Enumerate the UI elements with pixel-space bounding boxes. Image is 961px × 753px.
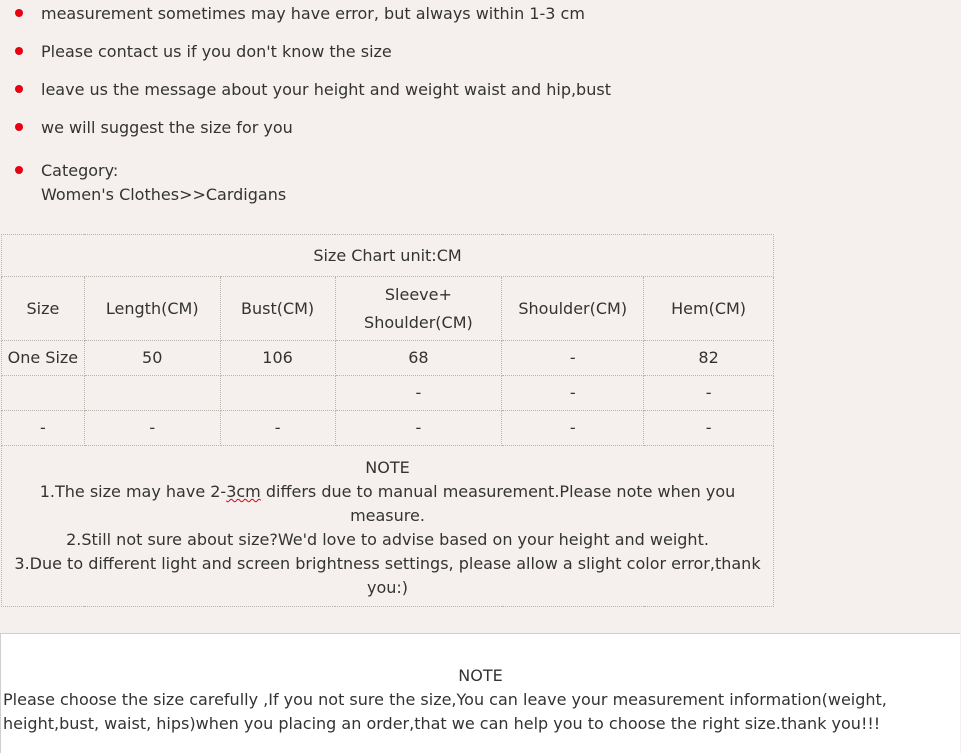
red-bullet-icon bbox=[15, 9, 23, 17]
table-cell: - bbox=[335, 376, 502, 411]
bullet-item bbox=[41, 78, 611, 102]
header-cell: Shoulder(CM) bbox=[502, 277, 644, 341]
table-cell bbox=[220, 376, 335, 411]
bullet-text: we will suggest the size for you bbox=[41, 118, 293, 137]
bottom-note-box bbox=[0, 633, 960, 753]
table-cell: - bbox=[502, 376, 644, 411]
table-cell: - bbox=[84, 411, 220, 446]
category-label: Category: bbox=[41, 161, 119, 180]
bottom-note-text: Please choose the size carefully ,If you not sure the size,You can leave your measurement information(weight, height,bust, waist, hips)when you placing an order,that we can help you to choose the right size.thank you!!! bbox=[3, 690, 887, 733]
red-bullet-icon bbox=[15, 166, 23, 174]
note-line-1 bbox=[6, 480, 769, 528]
bullet-item bbox=[41, 2, 585, 26]
header-cell: Hem(CM) bbox=[644, 277, 774, 341]
table-row bbox=[2, 341, 774, 376]
header-line: Sleeve+ bbox=[384, 284, 452, 304]
bullet-text: measurement sometimes may have error, but always within 1-3 cm bbox=[41, 4, 585, 23]
red-bullet-icon bbox=[15, 123, 23, 131]
header-line: Shoulder(CM) bbox=[364, 312, 473, 332]
size-chart-table bbox=[1, 234, 774, 607]
table-cell: 106 bbox=[220, 341, 335, 376]
category-bullet bbox=[41, 159, 286, 207]
header-cell: Length(CM) bbox=[84, 277, 220, 341]
table-cell: - bbox=[2, 411, 85, 446]
table-title-row bbox=[2, 235, 774, 277]
table-cell: - bbox=[220, 411, 335, 446]
table-row bbox=[2, 411, 774, 446]
note-line-3: 3.Due to different light and screen brightness settings, please allow a slight color error,thank you:) bbox=[14, 554, 761, 597]
table-cell: 82 bbox=[644, 341, 774, 376]
note-line-2: 2.Still not sure about size?We'd love to advise based on your height and weight. bbox=[66, 530, 709, 549]
table-row bbox=[2, 376, 774, 411]
spellcheck-word: 3cm bbox=[226, 482, 261, 501]
note-title: NOTE bbox=[365, 458, 410, 477]
note-line-1-end: differs due to manual measurement.Please note when you measure. bbox=[260, 482, 736, 525]
red-bullet-icon bbox=[15, 85, 23, 93]
bullet-item bbox=[41, 116, 293, 140]
table-cell: - bbox=[502, 411, 644, 446]
header-cell: Bust(CM) bbox=[220, 277, 335, 341]
table-cell: 68 bbox=[335, 341, 502, 376]
header-cell-sleeve-shoulder bbox=[335, 277, 502, 341]
size-chart-title: Size Chart unit:CM bbox=[2, 235, 774, 277]
table-cell: - bbox=[644, 376, 774, 411]
table-cell: One Size bbox=[2, 341, 85, 376]
table-cell: - bbox=[502, 341, 644, 376]
bullet-text: leave us the message about your height and weight waist and hip,bust bbox=[41, 80, 611, 99]
note-line-1-start: 1.The size may have 2- bbox=[39, 482, 227, 501]
table-cell: - bbox=[335, 411, 502, 446]
bullet-item bbox=[41, 40, 392, 64]
red-bullet-icon bbox=[15, 47, 23, 55]
bullet-text: Please contact us if you don't know the size bbox=[41, 42, 392, 61]
table-note-row bbox=[2, 446, 774, 607]
category-path: Women's Clothes>>Cardigans bbox=[41, 185, 287, 204]
note-cell bbox=[2, 446, 774, 607]
table-cell bbox=[84, 376, 220, 411]
bottom-note-title: NOTE bbox=[458, 666, 503, 685]
table-cell: - bbox=[644, 411, 774, 446]
table-cell: 50 bbox=[84, 341, 220, 376]
table-header-row bbox=[2, 277, 774, 341]
header-cell: Size bbox=[2, 277, 85, 341]
table-cell bbox=[2, 376, 85, 411]
